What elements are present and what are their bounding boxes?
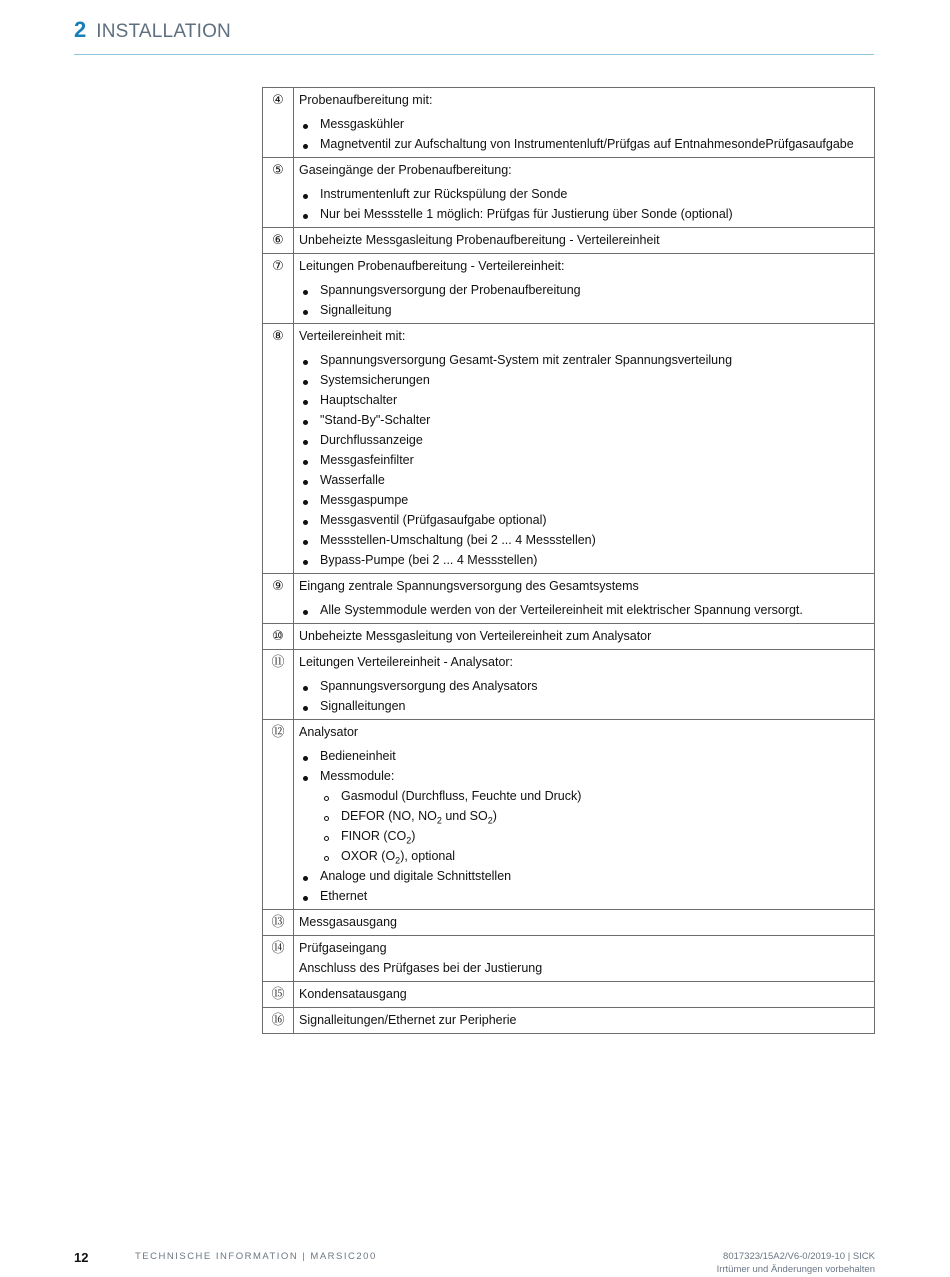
bullet-list xyxy=(299,600,869,620)
row-content xyxy=(294,1008,875,1034)
table-row xyxy=(263,720,875,910)
text-segment: DEFOR (NO, NO xyxy=(341,809,437,823)
row-content xyxy=(294,228,875,254)
row-title: Leitungen Verteilereinheit - Analysator: xyxy=(299,655,514,669)
list-item-label: Messmodule: xyxy=(320,769,395,783)
text-segment: FINOR (CO xyxy=(341,829,407,843)
table-row xyxy=(263,254,875,324)
row-title: Unbeheizte Messgasleitung von Verteilereinheit zum Analysator xyxy=(299,629,652,643)
document-title: TECHNISCHE INFORMATION | MARSIC200 xyxy=(135,1251,377,1262)
subscript: 2 xyxy=(436,815,442,826)
row-subtitle: Anschluss des Prüfgases bei der Justierung xyxy=(299,961,543,975)
row-number: ④ xyxy=(263,88,294,158)
list-item: Spannungsversorgung Gesamt-System mit zentraler Spannungsverteilung xyxy=(299,350,869,370)
list-item: "Stand-By"-Schalter xyxy=(299,410,869,430)
table-row xyxy=(263,574,875,624)
row-content xyxy=(294,88,875,158)
list-item xyxy=(299,766,869,866)
row-number: ⑥ xyxy=(263,228,294,254)
sub-list-item xyxy=(320,846,869,866)
sub-list-item: Gasmodul (Durchfluss, Feuchte und Druck) xyxy=(320,786,869,806)
list-item: Durchflussanzeige xyxy=(299,430,869,450)
row-number: ⑦ xyxy=(263,254,294,324)
list-item: Spannungsversorgung des Analysators xyxy=(299,676,869,696)
list-item: Messgaskühler xyxy=(299,114,869,134)
row-number: ⑩ xyxy=(263,624,294,650)
list-item: Messgasfeinfilter xyxy=(299,450,869,470)
row-title: Leitungen Probenaufbereitung - Verteilereinheit: xyxy=(299,259,565,273)
subscript: 2 xyxy=(487,815,493,826)
list-item: Alle Systemmodule werden von der Verteilereinheit mit elektrischer Spannung versorgt. xyxy=(299,600,869,620)
row-title: Signalleitungen/Ethernet zur Peripherie xyxy=(299,1013,517,1027)
bullet-list xyxy=(299,280,869,320)
row-content xyxy=(294,574,875,624)
list-item: Messgasventil (Prüfgasaufgabe optional) xyxy=(299,510,869,530)
table-row xyxy=(263,1008,875,1034)
list-item: Signalleitungen xyxy=(299,696,869,716)
list-item: Magnetventil zur Aufschaltung von Instrumentenluft/Prüfgas auf EntnahmesondePrüfgasaufgabe xyxy=(299,134,869,154)
list-item: Messstellen-Umschaltung (bei 2 ... 4 Messstellen) xyxy=(299,530,869,550)
row-number: ⑨ xyxy=(263,574,294,624)
list-item: Nur bei Messstelle 1 möglich: Prüfgas für Justierung über Sonde (optional) xyxy=(299,204,869,224)
bullet-list xyxy=(299,350,869,570)
list-item: Wasserfalle xyxy=(299,470,869,490)
bullet-list xyxy=(299,184,869,224)
page-header xyxy=(74,14,874,55)
table-row xyxy=(263,158,875,228)
chapter-number: 2 xyxy=(74,17,87,42)
bullet-list xyxy=(299,746,869,906)
row-number: ⑧ xyxy=(263,324,294,574)
row-content xyxy=(294,910,875,936)
table-row xyxy=(263,650,875,720)
row-title: Unbeheizte Messgasleitung Probenaufbereitung - Verteilereinheit xyxy=(299,233,660,247)
subscript: 2 xyxy=(395,855,401,866)
text-segment: ) xyxy=(492,809,497,823)
row-number: ⑬ xyxy=(263,910,294,936)
row-number: ⑪ xyxy=(263,650,294,720)
table-row xyxy=(263,982,875,1008)
row-title: Gaseingänge der Probenaufbereitung: xyxy=(299,163,512,177)
row-number: ⑮ xyxy=(263,982,294,1008)
sub-list-item xyxy=(320,806,869,826)
bullet-list xyxy=(299,114,869,154)
table-row xyxy=(263,936,875,982)
disclaimer: Irrtümer und Änderungen vorbehalten xyxy=(716,1264,875,1275)
row-content xyxy=(294,158,875,228)
text-segment: ), optional xyxy=(400,849,456,863)
row-content xyxy=(294,254,875,324)
list-item: Signalleitung xyxy=(299,300,869,320)
list-item: Bypass-Pumpe (bei 2 ... 4 Messstellen) xyxy=(299,550,869,570)
row-number: ⑯ xyxy=(263,1008,294,1034)
list-item: Systemsicherungen xyxy=(299,370,869,390)
text-segment: ) xyxy=(411,829,416,843)
row-content xyxy=(294,936,875,982)
legend-table xyxy=(262,87,875,1034)
row-number: ⑭ xyxy=(263,936,294,982)
table-row xyxy=(263,324,875,574)
text-segment: und SO xyxy=(441,809,488,823)
row-title: Prüfgaseingang xyxy=(299,941,387,955)
row-content xyxy=(294,624,875,650)
row-content xyxy=(294,982,875,1008)
chapter-title: INSTALLATION xyxy=(96,21,231,42)
text-segment: OXOR (O xyxy=(341,849,396,863)
row-title: Analysator xyxy=(299,725,359,739)
document-id: 8017323/15A2/V6-0/2019-10 | SICK xyxy=(723,1251,875,1262)
list-item: Bedieneinheit xyxy=(299,746,869,766)
list-item: Messgaspumpe xyxy=(299,490,869,510)
list-item: Spannungsversorgung der Probenaufbereitung xyxy=(299,280,869,300)
row-number: ⑤ xyxy=(263,158,294,228)
list-item: Ethernet xyxy=(299,886,869,906)
list-item: Instrumentenluft zur Rückspülung der Sonde xyxy=(299,184,869,204)
page-number: 12 xyxy=(74,1250,89,1265)
row-title: Messgasausgang xyxy=(299,915,397,929)
row-number: ⑫ xyxy=(263,720,294,910)
table-row xyxy=(263,624,875,650)
row-title: Probenaufbereitung mit: xyxy=(299,93,433,107)
bullet-list xyxy=(299,676,869,716)
sub-list-item xyxy=(320,826,869,846)
list-item: Hauptschalter xyxy=(299,390,869,410)
table-row xyxy=(263,88,875,158)
table-row xyxy=(263,228,875,254)
row-content xyxy=(294,650,875,720)
footer-right xyxy=(717,1250,875,1276)
row-title: Eingang zentrale Spannungsversorgung des Gesamtsystems xyxy=(299,579,639,593)
subscript: 2 xyxy=(406,835,412,846)
table-row xyxy=(263,910,875,936)
list-item: Analoge und digitale Schnittstellen xyxy=(299,866,869,886)
sub-list xyxy=(320,786,869,866)
row-title: Verteilereinheit mit: xyxy=(299,329,406,343)
row-title: Kondensatausgang xyxy=(299,987,407,1001)
row-content xyxy=(294,720,875,910)
row-content xyxy=(294,324,875,574)
